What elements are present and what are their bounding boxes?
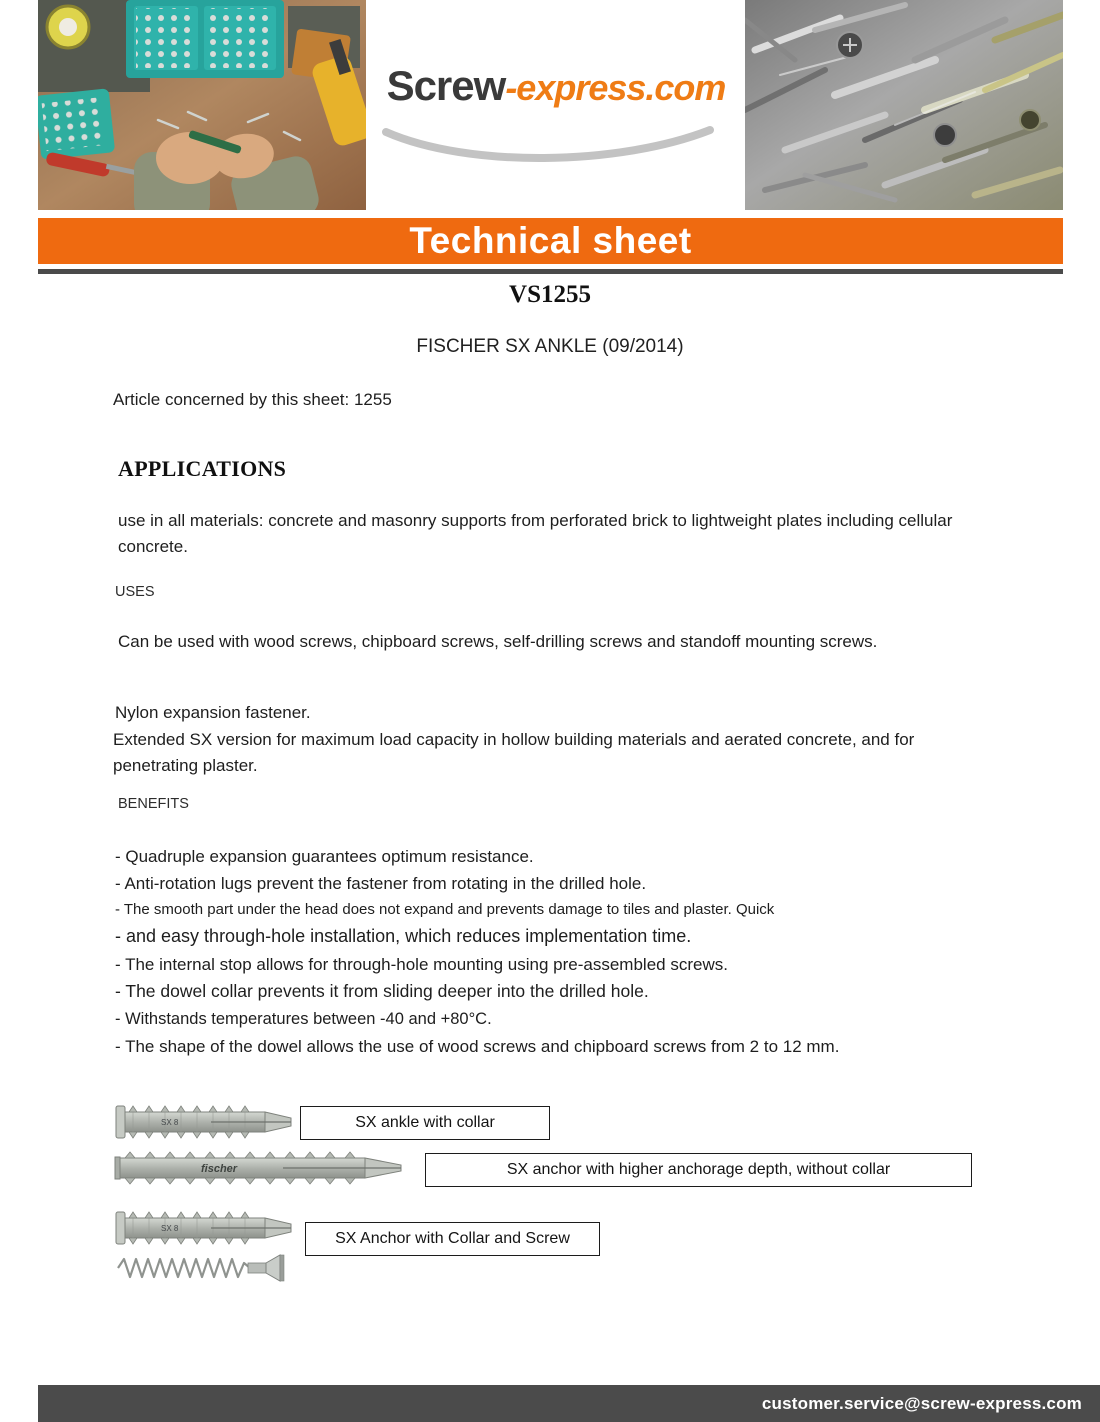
figure-label-no-collar: SX anchor with higher anchorage depth, without collar: [425, 1153, 972, 1187]
logo-swoosh-icon: [378, 124, 718, 164]
description-line-2: Extended SX version for maximum load capacity in hollow building materials and aerated concrete, and for penetrating plaster.: [113, 730, 915, 775]
benefit-item: - and easy through-hole installation, which reduces implementation time.: [115, 926, 692, 947]
article-line: Article concerned by this sheet: 1255: [113, 390, 392, 409]
benefit-item: - Quadruple expansion guarantees optimum resistance.: [115, 847, 534, 866]
uses-heading: USES: [115, 584, 155, 600]
benefit-item: - Withstands temperatures between -40 and +80°C.: [115, 1009, 492, 1028]
benefit-item: - The dowel collar prevents it from sliding deeper into the drilled hole.: [115, 981, 649, 1001]
benefit-item: - The shape of the dowel allows the use of wood screws and chipboard screws from 2 to 12 mm.: [115, 1036, 840, 1056]
description-line-1: Nylon expansion fastener.: [115, 703, 311, 722]
brand-logo-secondary: -express.com: [505, 67, 726, 108]
brand-logo-primary: Screw: [386, 62, 506, 109]
plug-brand-marking: fischer: [201, 1163, 238, 1175]
applications-text: use in all materials: concrete and masonry supports from perforated brick to lightweight plates including cellular concrete.: [118, 511, 953, 557]
figure-label-collar: SX ankle with collar: [300, 1106, 550, 1140]
doc-subtitle: FISCHER SX ANKLE (09/2014): [416, 336, 684, 357]
anchor-long-image: [113, 1148, 405, 1188]
banner-divider: [38, 269, 1063, 274]
plug-marking: SX 8: [161, 1118, 179, 1127]
banner-title: Technical sheet: [38, 218, 1063, 264]
footer-email: customer.service@screw-express.com: [761, 1393, 1082, 1413]
benefits-list: [115, 846, 995, 1063]
benefit-item: - Anti-rotation lugs prevent the fastener from rotating in the drilled hole.: [115, 874, 647, 894]
footer-bar: [38, 1385, 1100, 1422]
uses-text: Can be used with wood screws, chipboard screws, self-drilling screws and standoff mounting screws.: [118, 632, 878, 651]
doc-code: VS1255: [509, 281, 591, 308]
anchor-with-collar-image: [115, 1102, 293, 1142]
applications-heading: APPLICATIONS: [118, 456, 287, 481]
benefit-item: - The smooth part under the head does not expand and prevents damage to tiles and plaster. Quick: [115, 900, 775, 918]
plug-marking: SX 8: [161, 1224, 179, 1233]
workbench-tools-photo: [38, 0, 366, 210]
benefit-item: - The internal stop allows for through-hole mounting using pre-assembled screws.: [115, 954, 728, 974]
figure-label-collar-screw: SX Anchor with Collar and Screw: [305, 1222, 600, 1256]
benefits-heading: BENEFITS: [118, 796, 189, 812]
brand-logo: [366, 62, 746, 110]
anchor-with-collar-screw-image: [115, 1208, 293, 1248]
screws-pile-photo: [745, 0, 1063, 210]
screw-image: [112, 1250, 292, 1286]
